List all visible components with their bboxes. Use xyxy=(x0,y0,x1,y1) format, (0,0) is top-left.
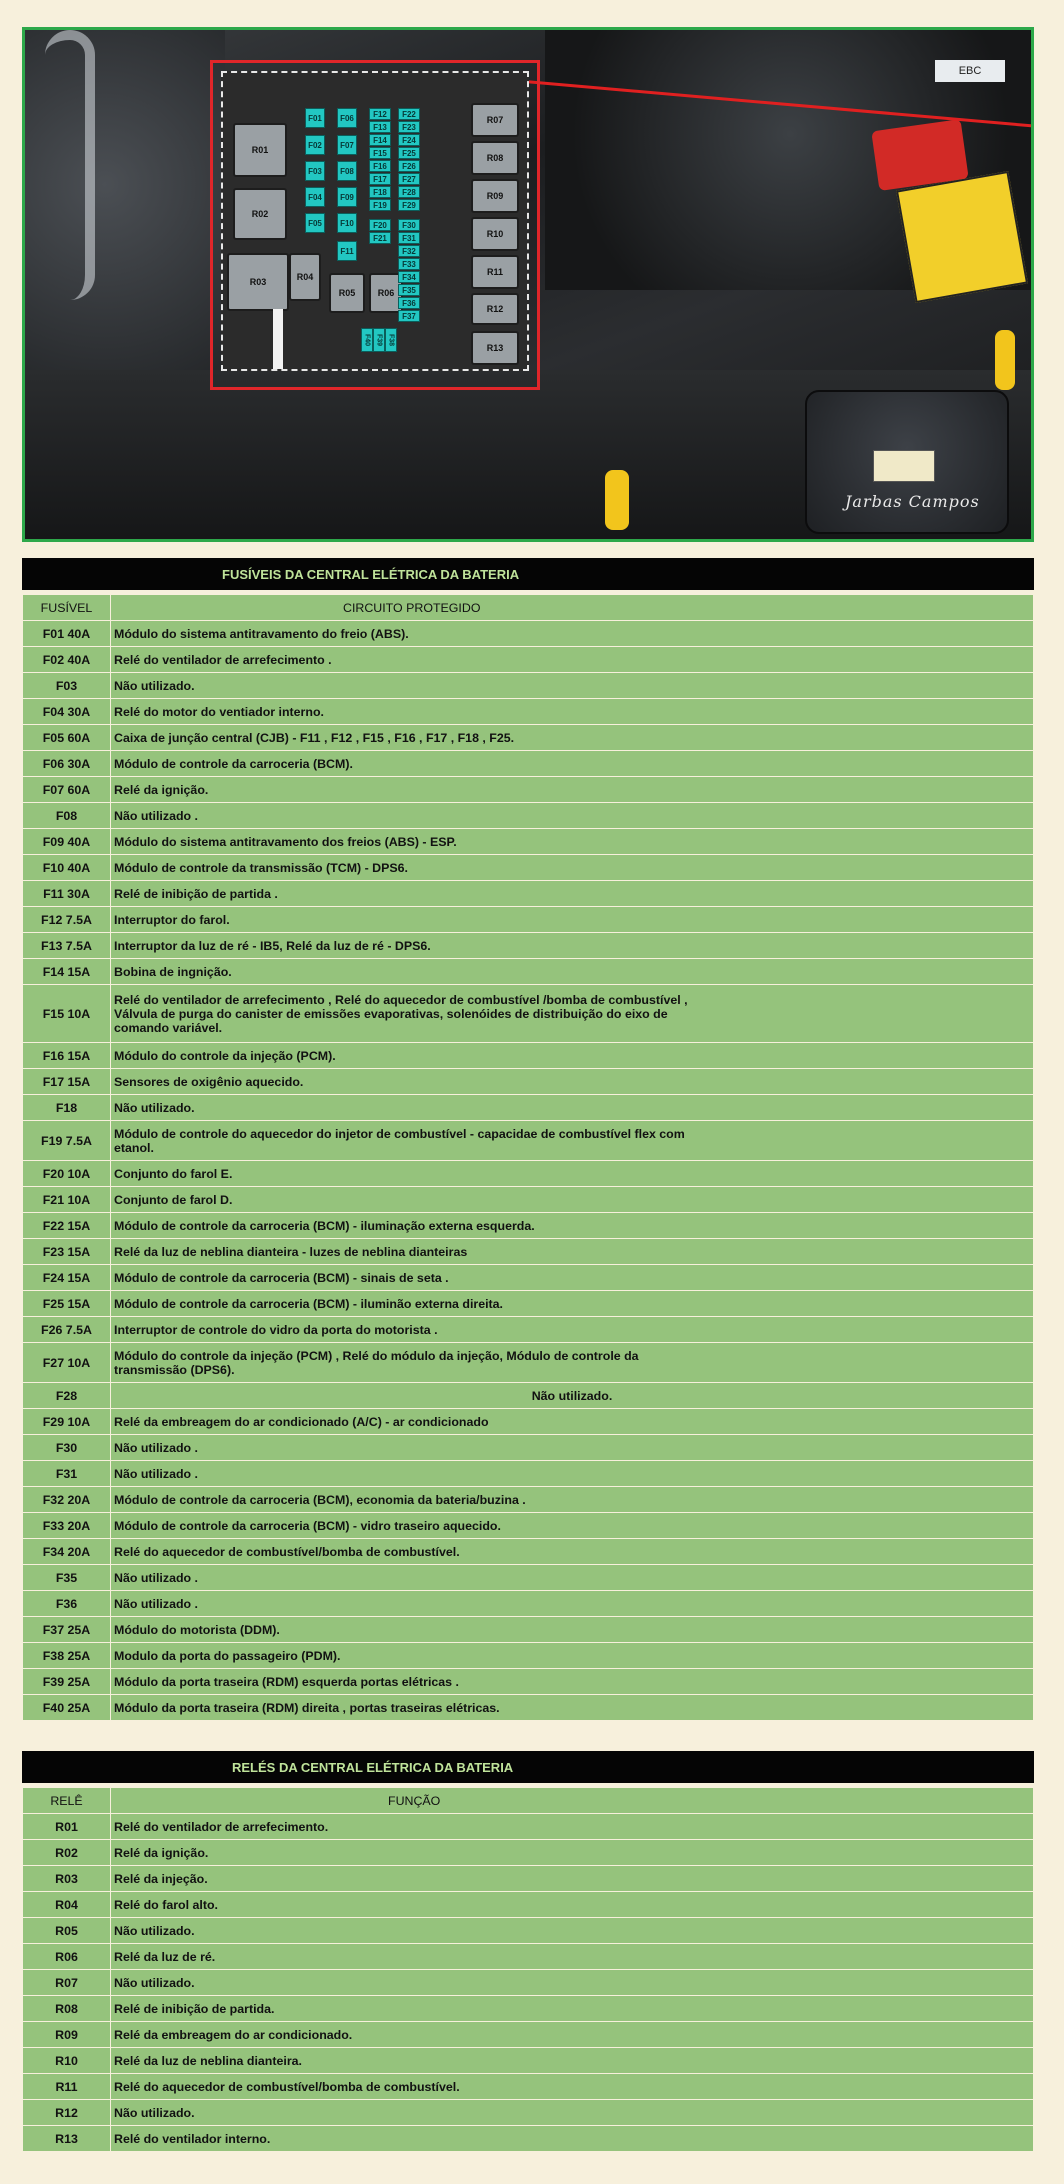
fuse-description-text: Não utilizado . xyxy=(114,808,198,823)
fuse-f24: F24 xyxy=(398,134,420,146)
relay-row xyxy=(23,2126,1034,2152)
fuse-description-text: Não utilizado . xyxy=(114,1466,198,1481)
relay-description xyxy=(111,2022,1034,2048)
fuse-description xyxy=(111,647,1034,673)
fuse-f40: F40 xyxy=(361,328,373,352)
fuse-description-text: Não utilizado. xyxy=(114,1100,195,1115)
fuse-description xyxy=(111,1265,1034,1291)
fuse-row xyxy=(23,725,1034,751)
fuse-description-text: Relé da embreagem do ar condicionado (A/C) - ar condicionado xyxy=(114,1414,489,1429)
relay-description-text: Relé da ignição. xyxy=(114,1845,209,1860)
warning-label xyxy=(896,171,1028,303)
fuse-row xyxy=(23,1591,1034,1617)
fuse-row xyxy=(23,751,1034,777)
relay-row xyxy=(23,2074,1034,2100)
fuse-description xyxy=(111,1239,1034,1265)
fuse-row xyxy=(23,933,1034,959)
fuse-row xyxy=(23,1669,1034,1695)
fuse-id: F36 xyxy=(23,1591,111,1617)
fuse-f14: F14 xyxy=(369,134,391,146)
fuse-row xyxy=(23,1487,1034,1513)
fuse-f08: F08 xyxy=(337,161,357,181)
fuse-description-text: Módulo de controle da carroceria (BCM) - vidro traseiro aquecido. xyxy=(114,1518,501,1533)
fuse-row xyxy=(23,1095,1034,1121)
fuse-description xyxy=(111,1643,1034,1669)
fuse-f26: F26 xyxy=(398,160,420,172)
fuse-row xyxy=(23,1409,1034,1435)
fuse-description-text: Módulo de controle da carroceria (BCM) - iluminação externa esquerda. xyxy=(114,1218,535,1233)
relay-col-header: RELÊ xyxy=(23,1788,111,1814)
fuse-description-text: Interruptor do farol. xyxy=(114,912,230,927)
fuse-description xyxy=(111,803,1034,829)
fuses-header-row xyxy=(23,595,1034,621)
fuse-description-text: Bobina de ingnição. xyxy=(114,964,232,979)
fuse-f05: F05 xyxy=(305,213,325,233)
fuse-description xyxy=(111,1617,1034,1643)
fuse-f22: F22 xyxy=(398,108,420,120)
relay-r05: R05 xyxy=(329,273,365,313)
relay-row xyxy=(23,1840,1034,1866)
fuse-f30: F30 xyxy=(398,219,420,231)
fuse-row xyxy=(23,647,1034,673)
relay-description xyxy=(111,2126,1034,2152)
fuse-description-text: Módulo da porta traseira (RDM) direita , portas traseiras elétricas. xyxy=(114,1700,500,1715)
relay-row xyxy=(23,1918,1034,1944)
fuse-description-text: Caixa de junção central (CJB) - F11 , F12 , F15 , F16 , F17 , F18 , F25. xyxy=(114,730,515,745)
fuse-description xyxy=(111,751,1034,777)
fuse-row xyxy=(23,699,1034,725)
fuse-f01: F01 xyxy=(305,108,325,128)
fuse-id: F06 30A xyxy=(23,751,111,777)
fuse-description xyxy=(111,985,1034,1043)
relay-description-text: Não utilizado. xyxy=(114,2105,195,2120)
relay-description-text: Relé de inibição de partida. xyxy=(114,2001,275,2016)
fuse-f02: F02 xyxy=(305,135,325,155)
fuse-id: F28 xyxy=(23,1383,111,1409)
fuse-row xyxy=(23,1069,1034,1095)
fuse-description xyxy=(111,1069,1034,1095)
fuse-id: F35 xyxy=(23,1565,111,1591)
fuse-description xyxy=(111,621,1034,647)
fuse-id: F07 60A xyxy=(23,777,111,803)
fuse-id: F23 15A xyxy=(23,1239,111,1265)
fuse-f04: F04 xyxy=(305,187,325,207)
fuse-box-layout xyxy=(221,71,529,371)
fuse-f13: F13 xyxy=(369,121,391,133)
fuse-f10: F10 xyxy=(337,213,357,233)
fuse-f35: F35 xyxy=(398,284,420,296)
relay-id: R04 xyxy=(23,1892,111,1918)
fuse-row xyxy=(23,1695,1034,1721)
fuse-id: F17 15A xyxy=(23,1069,111,1095)
relay-description-text: Não utilizado. xyxy=(114,1975,195,1990)
fuse-description-text: Interruptor da luz de ré - IB5, Relé da luz de ré - DPS6. xyxy=(114,938,431,953)
fuse-row xyxy=(23,1565,1034,1591)
fuse-row xyxy=(23,1539,1034,1565)
fuse-description-text: Não utilizado. xyxy=(114,678,195,693)
fuse-row xyxy=(23,1239,1034,1265)
fuse-description-text: Relé da luz de neblina dianteira - luzes de neblina dianteiras xyxy=(114,1244,468,1259)
fuse-f39: F39 xyxy=(373,328,385,352)
relay-id: R10 xyxy=(23,2048,111,2074)
function-col-header: FUNÇÃO xyxy=(111,1788,1034,1814)
fuse-description xyxy=(111,1513,1034,1539)
fuse-id: F25 15A xyxy=(23,1291,111,1317)
fuse-description-text: Módulo do motorista (DDM). xyxy=(114,1622,280,1637)
fuse-row xyxy=(23,855,1034,881)
relay-description-text: Relé da luz de ré. xyxy=(114,1949,216,1964)
fuse-description-text: Conjunto de farol D. xyxy=(114,1192,233,1207)
relay-description-text: Relé do ventilador de arrefecimento. xyxy=(114,1819,329,1834)
fuse-description xyxy=(111,1383,1034,1409)
fuse-f15: F15 xyxy=(369,147,391,159)
relay-row xyxy=(23,1892,1034,1918)
relay-description xyxy=(111,1814,1034,1840)
fuse-f38: F38 xyxy=(385,328,397,352)
fuse-f12: F12 xyxy=(369,108,391,120)
relay-description-text: Relé do aquecedor de combustível/bomba de combustível. xyxy=(114,2079,460,2094)
relay-description xyxy=(111,1918,1034,1944)
fuse-id: F34 20A xyxy=(23,1539,111,1565)
fuse-f16: F16 xyxy=(369,160,391,172)
fuse-row xyxy=(23,673,1034,699)
relay-id: R11 xyxy=(23,2074,111,2100)
fuse-id: F26 7.5A xyxy=(23,1317,111,1343)
fuse-description-text: Sensores de oxigênio aquecido. xyxy=(114,1074,304,1089)
fuse-f27: F27 xyxy=(398,173,420,185)
fuse-description xyxy=(111,1317,1034,1343)
fuse-id: F08 xyxy=(23,803,111,829)
relay-id: R03 xyxy=(23,1866,111,1892)
fuse-id: F27 10A xyxy=(23,1343,111,1383)
circuit-col-header: CIRCUITO PROTEGIDO xyxy=(111,595,1034,621)
fuse-id: F01 40A xyxy=(23,621,111,647)
fuse-description-text: Não utilizado . xyxy=(114,1440,198,1455)
relay-description xyxy=(111,1866,1034,1892)
fuse-f07: F07 xyxy=(337,135,357,155)
fuse-f28: F28 xyxy=(398,186,420,198)
fuse-description-text: Relé da ignição. xyxy=(114,782,209,797)
relay-description-text: Relé do farol alto. xyxy=(114,1897,218,1912)
fuse-f09: F09 xyxy=(337,187,357,207)
fuse-id: F18 xyxy=(23,1095,111,1121)
fuse-id: F16 15A xyxy=(23,1043,111,1069)
relay-row xyxy=(23,1814,1034,1840)
coolant-hose xyxy=(45,30,95,300)
fuse-description-text: Relé do motor do ventiador interno. xyxy=(114,704,324,719)
fuse-f18: F18 xyxy=(369,186,391,198)
relay-row xyxy=(23,2100,1034,2126)
yellow-dipstick xyxy=(995,330,1015,390)
fuse-box-highlight xyxy=(210,60,540,390)
fuse-row xyxy=(23,1617,1034,1643)
fuse-row xyxy=(23,1291,1034,1317)
fuse-f11: F11 xyxy=(337,241,357,261)
fuse-id: F39 25A xyxy=(23,1669,111,1695)
fuse-description xyxy=(111,855,1034,881)
fuse-row xyxy=(23,881,1034,907)
fuse-description-text: Não utilizado . xyxy=(114,1570,198,1585)
fuses-title-text: FUSÍVEIS DA CENTRAL ELÉTRICA DA BATERIA xyxy=(222,566,520,582)
fuse-f17: F17 xyxy=(369,173,391,185)
relay-row xyxy=(23,1944,1034,1970)
fuse-f25: F25 xyxy=(398,147,420,159)
fuse-description-text: Modulo da porta do passageiro (PDM). xyxy=(114,1648,341,1663)
fuse-description xyxy=(111,829,1034,855)
relay-description xyxy=(111,1944,1034,1970)
fuse-id: F33 20A xyxy=(23,1513,111,1539)
relay-description-text: Não utilizado. xyxy=(114,1923,195,1938)
fuse-row xyxy=(23,1343,1034,1383)
relay-description xyxy=(111,2074,1034,2100)
fuse-id: F32 20A xyxy=(23,1487,111,1513)
fuse-row xyxy=(23,777,1034,803)
fuse-f19: F19 xyxy=(369,199,391,211)
battery-sticker xyxy=(873,450,935,482)
fuse-row xyxy=(23,1187,1034,1213)
relay-r02: R02 xyxy=(233,188,287,240)
fuse-row xyxy=(23,1265,1034,1291)
fuse-row xyxy=(23,1317,1034,1343)
fuse-description xyxy=(111,699,1034,725)
relay-id: R01 xyxy=(23,1814,111,1840)
fuse-id: F13 7.5A xyxy=(23,933,111,959)
relay-r08: R08 xyxy=(471,141,519,175)
fuse-description xyxy=(111,907,1034,933)
relay-description xyxy=(111,1970,1034,1996)
fuse-description xyxy=(111,1591,1034,1617)
relay-row xyxy=(23,1970,1034,1996)
fuse-f33: F33 xyxy=(398,258,420,270)
fuse-row xyxy=(23,1461,1034,1487)
fuse-row xyxy=(23,1643,1034,1669)
fuse-description-text: Módulo de controle da carroceria (BCM) - iluminão externa direita. xyxy=(114,1296,503,1311)
fuse-description-text: Módulo de controle da carroceria (BCM) - sinais de seta . xyxy=(114,1270,449,1285)
relay-description-text: Relé do ventilador interno. xyxy=(114,2131,271,2146)
fuse-f06: F06 xyxy=(337,108,357,128)
fuse-row xyxy=(23,1161,1034,1187)
fuse-col-header: FUSÍVEL xyxy=(23,595,111,621)
fuse-row xyxy=(23,1383,1034,1409)
fuse-id: F31 xyxy=(23,1461,111,1487)
fuse-id: F15 10A xyxy=(23,985,111,1043)
fuse-id: F24 15A xyxy=(23,1265,111,1291)
fuse-description xyxy=(111,933,1034,959)
fuse-f31: F31 xyxy=(398,232,420,244)
fuse-f03: F03 xyxy=(305,161,325,181)
fuse-description-text: Módulo de controle da carroceria (BCM), economia da bateria/buzina . xyxy=(114,1492,526,1507)
relay-r12: R12 xyxy=(471,293,519,325)
fuse-id: F19 7.5A xyxy=(23,1121,111,1161)
relay-row xyxy=(23,1866,1034,1892)
fuses-table xyxy=(22,594,1034,1721)
fuse-description-text: Relé do ventilador de arrefecimento . xyxy=(114,652,332,667)
fuse-id: F11 30A xyxy=(23,881,111,907)
relay-r11: R11 xyxy=(471,255,519,289)
fuse-description-text: Módulo do sistema antitravamento do freio (ABS). xyxy=(114,626,409,641)
relay-r06: R06 xyxy=(369,273,403,313)
relay-description xyxy=(111,1892,1034,1918)
fuse-id: F10 40A xyxy=(23,855,111,881)
relay-row xyxy=(23,1996,1034,2022)
relay-id: R13 xyxy=(23,2126,111,2152)
fuse-description xyxy=(111,1435,1034,1461)
fuse-description xyxy=(111,1043,1034,1069)
relay-row xyxy=(23,2048,1034,2074)
fuse-id: F20 10A xyxy=(23,1161,111,1187)
relays-title-text: RELÉS DA CENTRAL ELÉTRICA DA BATERIA xyxy=(232,1759,514,1775)
relay-id: R05 xyxy=(23,1918,111,1944)
relays-header-row xyxy=(23,1788,1034,1814)
fuse-description xyxy=(111,1565,1034,1591)
fuse-description xyxy=(111,1187,1034,1213)
fuse-description-text: Conjunto do farol E. xyxy=(114,1166,233,1181)
fuse-description xyxy=(111,1213,1034,1239)
fuse-row xyxy=(23,907,1034,933)
fuse-description-text: Relé do aquecedor de combustível/bomba de combustível. xyxy=(114,1544,460,1559)
fuse-row xyxy=(23,1121,1034,1161)
fuse-description xyxy=(111,1121,1034,1161)
relay-description xyxy=(111,2100,1034,2126)
fuse-id: F14 15A xyxy=(23,959,111,985)
fuse-f37: F37 xyxy=(398,310,420,322)
relay-r01: R01 xyxy=(233,123,287,177)
fuse-description-text: Relé de inibição de partida . xyxy=(114,886,278,901)
relay-r03: R03 xyxy=(227,253,289,311)
fuse-f20: F20 xyxy=(369,219,391,231)
fuse-description-text: Não utilizado . xyxy=(114,1596,198,1611)
fuse-id: F29 10A xyxy=(23,1409,111,1435)
fuse-id: F02 40A xyxy=(23,647,111,673)
relay-description-text: Relé da luz de neblina dianteira. xyxy=(114,2053,302,2068)
relay-id: R12 xyxy=(23,2100,111,2126)
fuse-description xyxy=(111,1095,1034,1121)
fuse-id: F04 30A xyxy=(23,699,111,725)
fuse-description xyxy=(111,1409,1034,1435)
fuse-description-text: Módulo de controle do aquecedor do injetor de combustível - capacidae de combustível flex com etanol. xyxy=(114,1126,685,1155)
relay-r13: R13 xyxy=(471,331,519,365)
fuse-description xyxy=(111,1161,1034,1187)
fuse-id: F37 25A xyxy=(23,1617,111,1643)
fuse-row xyxy=(23,1213,1034,1239)
relay-description xyxy=(111,1840,1034,1866)
fuse-description xyxy=(111,1539,1034,1565)
relay-r09: R09 xyxy=(471,179,519,213)
fuse-row xyxy=(23,1043,1034,1069)
fuse-description-text: Não utilizado. xyxy=(531,1388,613,1403)
relay-description-text: Relé da embreagem do ar condicionado. xyxy=(114,2027,353,2042)
author-signature: Jarbas Campos xyxy=(845,492,980,511)
ebc-tag: EBC xyxy=(935,60,1005,82)
fuse-f36: F36 xyxy=(398,297,420,309)
fuse-description xyxy=(111,673,1034,699)
cable-strap xyxy=(273,309,283,369)
fuse-f21: F21 xyxy=(369,232,391,244)
fuse-description-text: Módulo de controle da transmissão (TCM) - DPS6. xyxy=(114,860,408,875)
fuse-id: F38 25A xyxy=(23,1643,111,1669)
fuse-f29: F29 xyxy=(398,199,420,211)
fuse-id: F22 15A xyxy=(23,1213,111,1239)
fuse-row xyxy=(23,1513,1034,1539)
relays-table xyxy=(22,1787,1034,2152)
fuse-f34: F34 xyxy=(398,271,420,283)
relay-r10: R10 xyxy=(471,217,519,251)
fuse-row xyxy=(23,621,1034,647)
fuse-id: F03 xyxy=(23,673,111,699)
fuse-box-photo xyxy=(22,27,1034,542)
fuse-f32: F32 xyxy=(398,245,420,257)
fuse-row xyxy=(23,1435,1034,1461)
fuse-id: F30 xyxy=(23,1435,111,1461)
fuse-description-text: Relé do ventilador de arrefecimento , Relé do aquecedor de combustível /bomba de combustível , Válvula de purga do canister de emissões evaporativas, solenóides de distribuição do eixo de comando variável. xyxy=(114,992,688,1035)
relay-description-text: Relé da injeção. xyxy=(114,1871,208,1886)
fuse-id: F40 25A xyxy=(23,1695,111,1721)
relay-id: R07 xyxy=(23,1970,111,1996)
fuse-description-text: Módulo de controle da carroceria (BCM). xyxy=(114,756,353,771)
fuse-description xyxy=(111,1695,1034,1721)
fuse-description-text: Módulo da porta traseira (RDM) esquerda portas elétricas . xyxy=(114,1674,459,1689)
fuse-row xyxy=(23,803,1034,829)
relay-id: R09 xyxy=(23,2022,111,2048)
fuse-id: F12 7.5A xyxy=(23,907,111,933)
fuse-description xyxy=(111,1343,1034,1383)
relay-row xyxy=(23,2022,1034,2048)
fuse-description xyxy=(111,1487,1034,1513)
fuse-description xyxy=(111,1461,1034,1487)
fuse-f23: F23 xyxy=(398,121,420,133)
fuse-id: F09 40A xyxy=(23,829,111,855)
fuse-description-text: Módulo do controle da injeção (PCM) , Relé do módulo da injeção, Módulo de controle da transmissão (DPS6). xyxy=(114,1348,639,1377)
fuses-section-title xyxy=(22,558,1034,590)
relay-id: R02 xyxy=(23,1840,111,1866)
fuse-description xyxy=(111,881,1034,907)
relay-description xyxy=(111,2048,1034,2074)
fuse-description-text: Módulo do controle da injeção (PCM). xyxy=(114,1048,336,1063)
fuse-row xyxy=(23,985,1034,1043)
fuse-description xyxy=(111,725,1034,751)
relays-section-title xyxy=(22,1751,1034,1783)
fuse-description xyxy=(111,1669,1034,1695)
fuse-description xyxy=(111,1291,1034,1317)
fuse-id: F21 10A xyxy=(23,1187,111,1213)
relay-description xyxy=(111,1996,1034,2022)
fuse-row xyxy=(23,959,1034,985)
fuse-id: F05 60A xyxy=(23,725,111,751)
relay-r04: R04 xyxy=(289,253,321,301)
relay-r07: R07 xyxy=(471,103,519,137)
relay-id: R06 xyxy=(23,1944,111,1970)
fuse-description xyxy=(111,777,1034,803)
yellow-latch xyxy=(605,470,629,530)
fuse-description-text: Módulo do sistema antitravamento dos freios (ABS) - ESP. xyxy=(114,834,457,849)
fuse-description xyxy=(111,959,1034,985)
fuse-description-text: Interruptor de controle do vidro da porta do motorista . xyxy=(114,1322,438,1337)
relay-id: R08 xyxy=(23,1996,111,2022)
fuse-row xyxy=(23,829,1034,855)
